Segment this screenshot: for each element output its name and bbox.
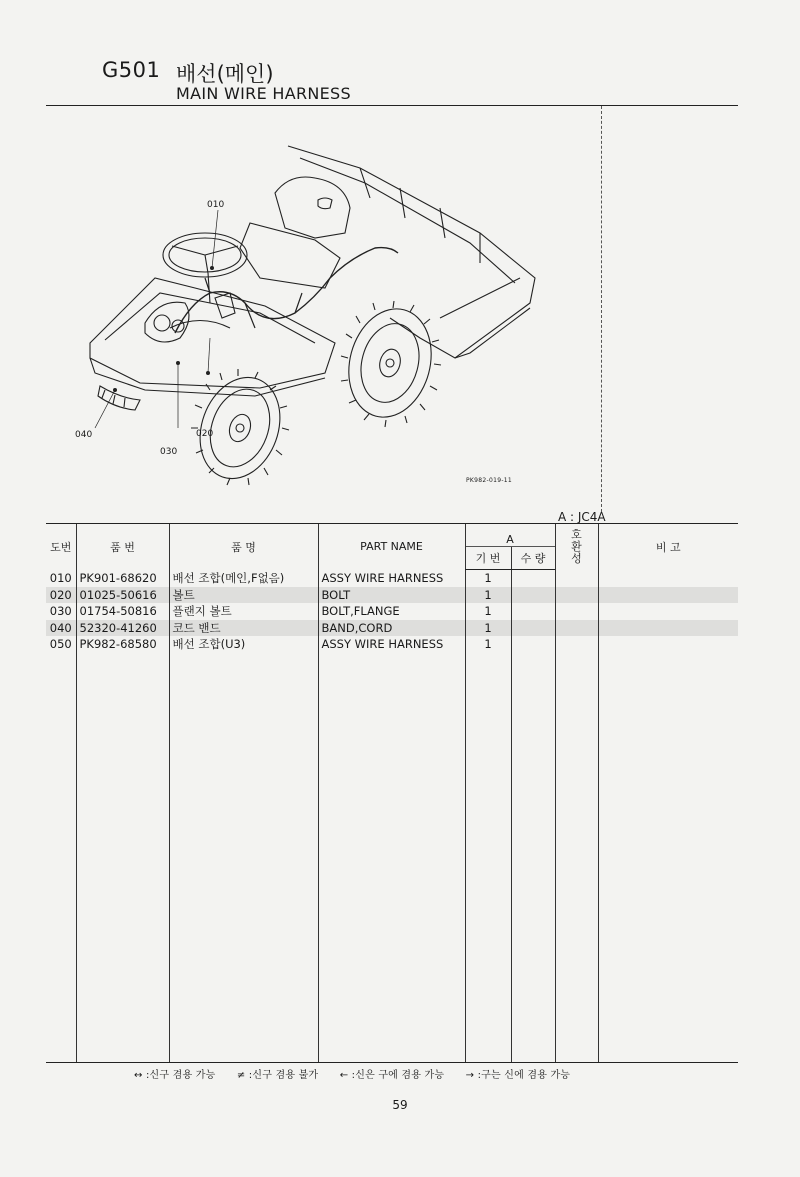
table-row (46, 620, 738, 637)
cell-qty: 1 (465, 620, 511, 637)
section-code: G501 (102, 58, 161, 82)
legend-item: → :구는 신에 겸용 가능 (465, 1070, 571, 1081)
cell-part-name: ASSY WIRE HARNESS (318, 636, 465, 653)
cell-part-no: PK901-68620 (76, 570, 169, 587)
cell-empty (555, 636, 598, 653)
col-header-part-name: PART NAME (318, 524, 465, 570)
cell-part-name: BOLT (318, 587, 465, 604)
header-rule (46, 105, 738, 106)
col-header-base: 기 번 (465, 547, 511, 570)
cell-qty: 1 (465, 587, 511, 604)
col-header-group-a: A (465, 524, 555, 547)
diagram-divider (601, 106, 602, 512)
compatibility-legend (134, 1066, 588, 1081)
col-header-name-ko: 품 명 (169, 524, 318, 570)
table-row (46, 636, 738, 653)
cell-qty: 1 (465, 570, 511, 587)
col-header-remark: 비 고 (598, 524, 738, 570)
cell-empty (598, 570, 738, 587)
col-header-ref: 도번 (46, 524, 76, 570)
cell-part-name: BAND,CORD (318, 620, 465, 637)
cell-qty: 1 (465, 603, 511, 620)
model-label: A : JC4A (558, 510, 606, 524)
cell-part-name: ASSY WIRE HARNESS (318, 570, 465, 587)
cell-ref: 020 (46, 587, 76, 604)
legend-item: ≠ :신구 겸용 불가 (236, 1070, 319, 1081)
cell-part-no: PK982-68580 (76, 636, 169, 653)
cell-part-no: 01025-50616 (76, 587, 169, 604)
callout-010: 010 (207, 200, 225, 210)
cell-name-ko: 플랜지 볼트 (169, 603, 318, 620)
cell-ref: 030 (49, 604, 72, 618)
cell-ref: 040 (46, 620, 76, 637)
cell-name-ko: 볼트 (169, 587, 318, 604)
table-blank-area (46, 653, 738, 1063)
section-title-korean: 배선(메인) (176, 62, 274, 86)
cell-part-no: 01754-50816 (76, 603, 169, 620)
figure-id: PK982-019-11 (466, 477, 513, 484)
cell-empty (555, 587, 598, 604)
cell-name-ko: 배선 조합(메인,F없음) (169, 570, 318, 587)
cell-empty (511, 620, 555, 637)
col-header-qty: 수 량 (511, 547, 555, 570)
cell-empty (511, 636, 555, 653)
cell-part-name: BOLT,FLANGE (318, 603, 465, 620)
legend-item: ↔ :신구 겸용 가능 (134, 1070, 216, 1081)
cell-empty (555, 620, 598, 637)
callout-040: 040 (75, 430, 93, 440)
table-row (46, 587, 738, 604)
parts-table (46, 523, 738, 1063)
cell-empty (598, 620, 738, 637)
callout-030: 030 (160, 447, 178, 457)
legend-item: ← :신은 구에 겸용 가능 (339, 1070, 445, 1081)
cell-empty (555, 603, 598, 620)
col-header-interchange: 호 환 성 (555, 524, 598, 570)
callout-020: 020 (196, 429, 214, 439)
cell-name-ko: 배선 조합(U3) (169, 636, 318, 653)
table-header-row (46, 524, 738, 547)
cell-ref: 050 (49, 637, 72, 651)
cell-empty (511, 587, 555, 604)
cell-empty (598, 587, 738, 604)
table-row (46, 603, 738, 620)
section-title-english: MAIN WIRE HARNESS (176, 84, 351, 103)
wire-harness-diagram (60, 128, 540, 493)
col-header-part-no: 품 번 (76, 524, 169, 570)
cell-empty (598, 603, 738, 620)
cell-empty (511, 603, 555, 620)
cell-qty: 1 (465, 636, 511, 653)
cell-name-ko: 코드 밴드 (169, 620, 318, 637)
cell-empty (555, 570, 598, 587)
table-row (46, 570, 738, 587)
cell-ref: 010 (49, 570, 72, 585)
cell-empty (598, 636, 738, 653)
page-number: 59 (392, 1098, 408, 1112)
cell-part-no: 52320-41260 (76, 620, 169, 637)
cell-empty (511, 570, 555, 587)
